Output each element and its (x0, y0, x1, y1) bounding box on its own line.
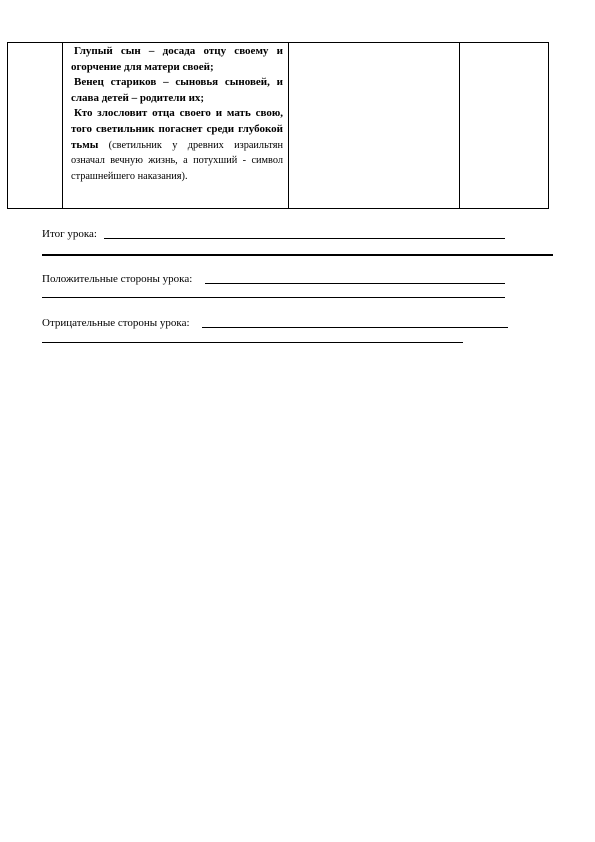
positive-sides-blank (205, 283, 505, 284)
table-border-left (7, 43, 8, 208)
proverbs-cell (71, 44, 283, 184)
proverb-3-note: (светильник у древних израильтян означал вечную жизнь, а потухший - символ страшнейшего наказания). (71, 139, 283, 182)
table-column-divider (62, 43, 63, 208)
table-column-divider (459, 43, 460, 208)
table-column-divider (288, 43, 289, 208)
positive-sides-blank-2 (42, 297, 505, 298)
lesson-result-label: Итог урока: (42, 228, 97, 240)
lesson-result-blank (104, 238, 505, 239)
negative-sides-blank-2 (42, 342, 463, 343)
table-border-right (548, 43, 549, 208)
proverb-1: Глупый сын – досада отцу своему и огорчение для матери своей; (71, 45, 283, 73)
negative-sides-label: Отрицательные стороны урока: (42, 317, 190, 329)
lesson-result-blank-2 (42, 254, 553, 256)
proverb-3: Кто злословит отца своего и мать свою, того светильник погаснет среди глубокой тьмы (светильник у древних израильтян означал вечную жизнь, а потухший - символ страшнейшего наказания). (71, 107, 283, 182)
positive-sides-label: Положительные стороны урока: (42, 273, 193, 285)
proverb-2: Венец стариков – сыновья сыновей, и слава детей – родители их; (71, 76, 283, 104)
negative-sides-blank (202, 327, 508, 328)
